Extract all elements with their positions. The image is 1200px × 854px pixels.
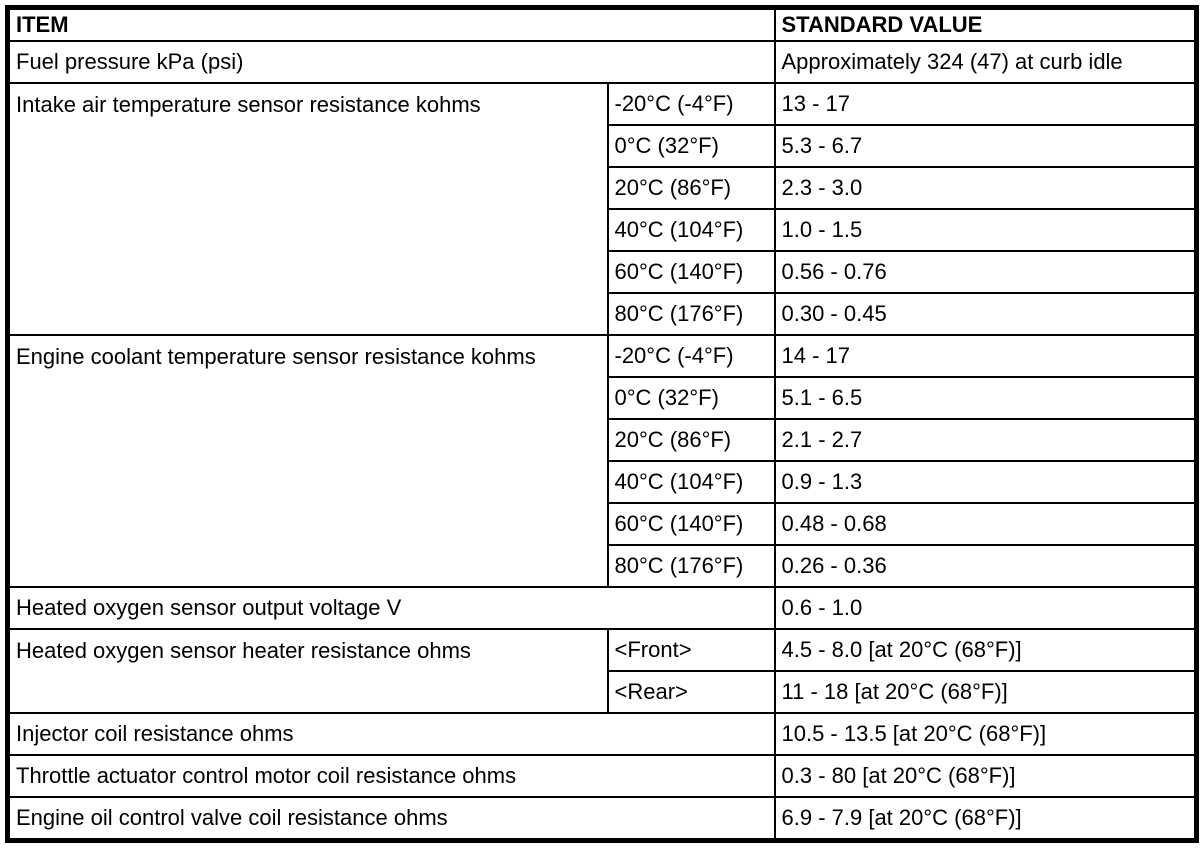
value-cell: 6.9 - 7.9 [at 20°C (68°F)] [775,797,1197,841]
value-cell: Approximately 324 (47) at curb idle [775,41,1197,83]
item-cell: Heated oxygen sensor output voltage V [8,587,775,629]
value-cell: 0.6 - 1.0 [775,587,1197,629]
value-cell: 13 - 17 [775,83,1197,125]
value-cell: 5.1 - 6.5 [775,377,1197,419]
condition-cell: -20°C (-4°F) [608,335,775,377]
item-cell: Engine oil control valve coil resistance ohms [8,797,775,841]
condition-cell: 60°C (140°F) [608,251,775,293]
value-cell: 1.0 - 1.5 [775,209,1197,251]
item-cell: Engine coolant temperature sensor resistance kohms [8,335,608,587]
condition-cell: 20°C (86°F) [608,167,775,209]
value-cell: 0.26 - 0.36 [775,545,1197,587]
table-row [8,629,1197,671]
value-cell: 2.3 - 3.0 [775,167,1197,209]
value-cell: 2.1 - 2.7 [775,419,1197,461]
item-cell: Injector coil resistance ohms [8,713,775,755]
condition-cell: 40°C (104°F) [608,209,775,251]
condition-cell: 80°C (176°F) [608,545,775,587]
column-header-item: ITEM [8,8,775,42]
column-header-standard-value: STANDARD VALUE [775,8,1197,42]
condition-cell: 0°C (32°F) [608,377,775,419]
table-header-row [8,8,1197,42]
condition-cell: <Rear> [608,671,775,713]
condition-cell: 60°C (140°F) [608,503,775,545]
value-cell: 0.3 - 80 [at 20°C (68°F)] [775,755,1197,797]
table-row [8,335,1197,377]
value-cell: 0.9 - 1.3 [775,461,1197,503]
item-cell: Intake air temperature sensor resistance kohms [8,83,608,335]
spec-table [5,5,1199,843]
condition-cell: 20°C (86°F) [608,419,775,461]
value-cell: 0.48 - 0.68 [775,503,1197,545]
item-cell: Heated oxygen sensor heater resistance ohms [8,629,608,713]
item-cell: Throttle actuator control motor coil resistance ohms [8,755,775,797]
table-row [8,83,1197,125]
value-cell: 0.56 - 0.76 [775,251,1197,293]
table-row [8,755,1197,797]
value-cell: 0.30 - 0.45 [775,293,1197,335]
table-row [8,797,1197,841]
table-row [8,587,1197,629]
value-cell: 5.3 - 6.7 [775,125,1197,167]
item-cell: Fuel pressure kPa (psi) [8,41,775,83]
condition-cell: -20°C (-4°F) [608,83,775,125]
value-cell: 14 - 17 [775,335,1197,377]
table-row [8,713,1197,755]
value-cell: 10.5 - 13.5 [at 20°C (68°F)] [775,713,1197,755]
condition-cell: <Front> [608,629,775,671]
condition-cell: 80°C (176°F) [608,293,775,335]
table-row [8,41,1197,83]
value-cell: 4.5 - 8.0 [at 20°C (68°F)] [775,629,1197,671]
condition-cell: 40°C (104°F) [608,461,775,503]
condition-cell: 0°C (32°F) [608,125,775,167]
value-cell: 11 - 18 [at 20°C (68°F)] [775,671,1197,713]
